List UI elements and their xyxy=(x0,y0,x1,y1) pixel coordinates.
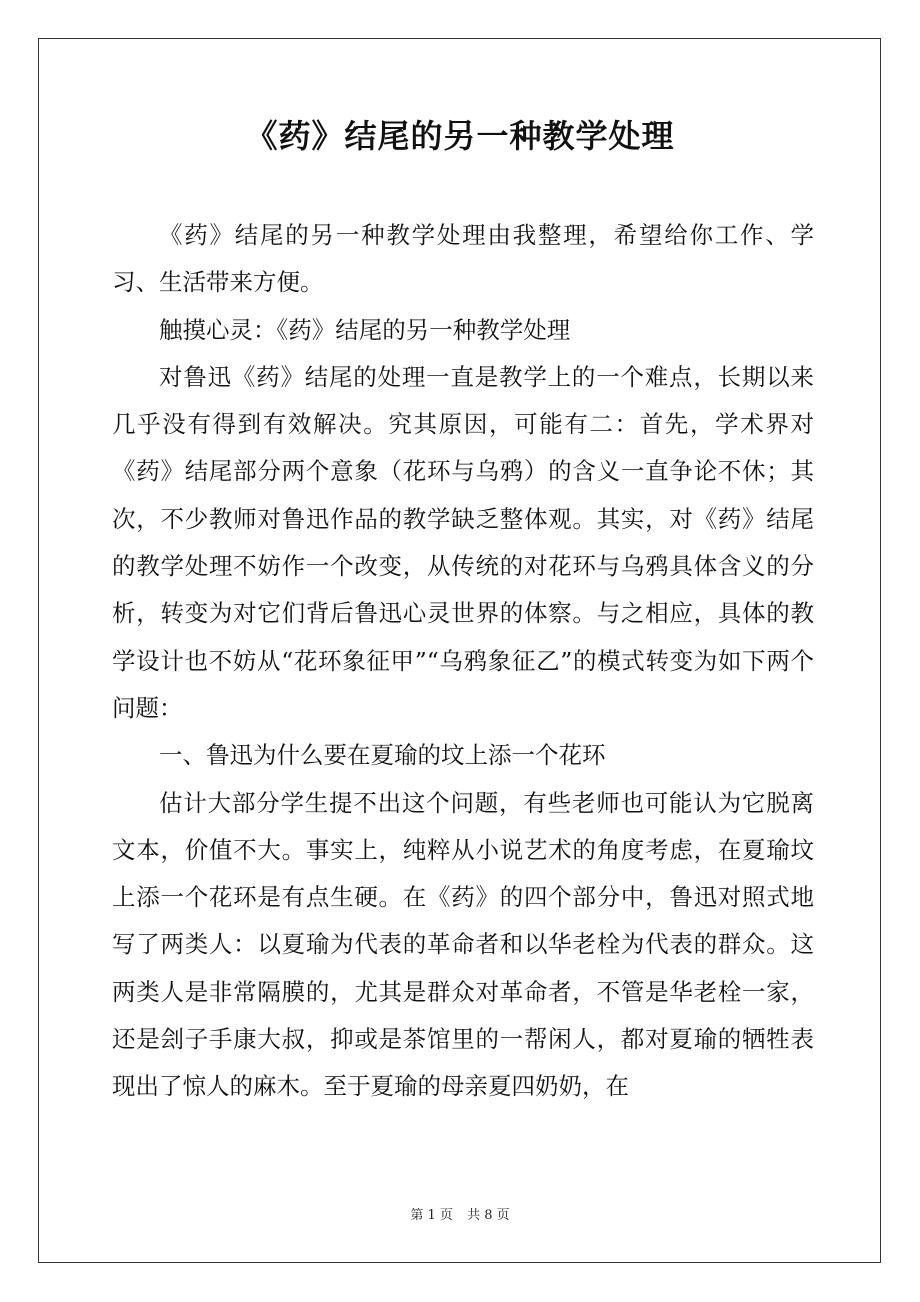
paragraph-subtitle: 触摸心灵：《药》结尾的另一种教学处理 xyxy=(159,315,571,344)
page-total: 共 8 页 xyxy=(467,1208,510,1223)
document-title: 《药》结尾的另一种教学处理 xyxy=(245,117,675,155)
paragraph-main: 对鲁迅《药》结尾的处理一直是教学上的一个难点，长期以来几乎没有得到有效解决。究其原因，可能有二：首先，学术界对《药》结尾部分两个意象（花环与乌鸦）的含义一直争论不休；其次，不少教师对鲁迅作品的教学缺乏整体观。其实，对《药》结尾的教学处理不妨作一个改变，从传统的对花环与乌鸦具体含义的分析，转变为对它们背后鲁迅心灵世界的体察。与之相应，具体的教学设计也不妨从“花环象征甲”“乌鸦象征乙”的模式转变为如下两个问题： xyxy=(112,362,814,722)
page-number: 第 1 页 xyxy=(410,1208,453,1223)
paragraph-intro: 《药》结尾的另一种教学处理由我整理，希望给你工作、学习、生活带来方便。 xyxy=(112,221,814,297)
paragraph-section-body: 估计大部分学生提不出这个问题，有些老师也可能认为它脱离文本，价值不大。事实上，纯粹从小说艺术的角度考虑，在夏瑜坟上添一个花环是有点生硬。在《药》的四个部分中，鲁迅对照式地写了两类人：以夏瑜为代表的革命者和以华老栓为代表的群众。这两类人是非常隔膜的，尤其是群众对革命者，不管是华老栓一家，还是刽子手康大叔，抑或是茶馆里的一帮闲人，都对夏瑜的牺牲表现出了惊人的麻木。至于夏瑜的母亲夏四奶奶，在 xyxy=(112,788,814,1101)
document-body xyxy=(112,212,814,1111)
page-footer xyxy=(0,1206,920,1226)
paragraph-section-heading: 一、鲁迅为什么要在夏瑜的坟上添一个花环 xyxy=(159,741,606,770)
